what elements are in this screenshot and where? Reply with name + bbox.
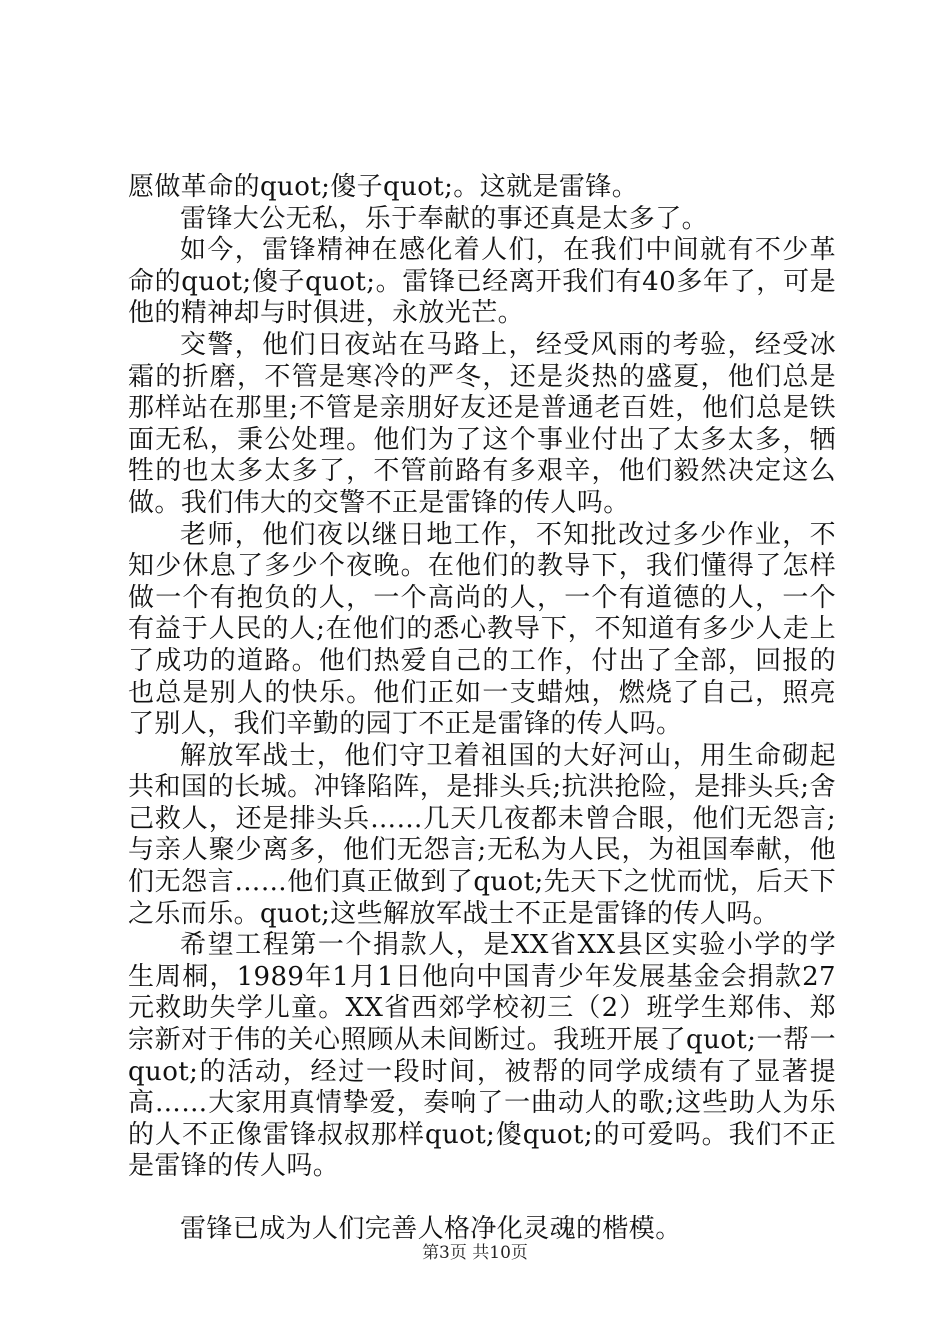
paragraph-continuation: 愿做革命的quot;傻子quot;。这就是雷锋。 [128,172,639,202]
paragraph-teachers: 老师，他们夜以继日地工作，不知批改过多少作业，不知少休息了多少个夜晚。在他们的教导下，我们懂得了怎样做一个有抱负的人，一个高尚的人，一个有道德的人，一个有益于人民的人;在他们的悉心教导下，不知道有多少人走上了成功的道路。他们热爱自己的工作，付出了全部，回报的也总是别人的快乐。他们正如一支蜡烛，燃烧了自己，照亮了别人，我们辛勤的园丁不正是雷锋的传人吗。 [128,519,836,740]
page-number-footer: 第3页 共10页 [422,1243,528,1263]
paragraph-spirit: 如今，雷锋精神在感化着人们，在我们中间就有不少革命的quot;傻子quot;。雷锋已经离开我们有40多年了，可是他的精神却与时俱进，永放光芒。 [128,235,836,329]
paragraph-soldiers: 解放军战士，他们守卫着祖国的大好河山，用生命砌起共和国的长城。冲锋陷阵，是排头兵;抗洪抢险，是排头兵;舍己救人，还是排头兵……几天几夜都未曾合眼，他们无怨言;与亲人聚少离多，他们无怨言;无私为人民，为祖国奉献，他们无怨言……他们真正做到了quot;先天下之忧而忧，后天下之乐而乐。quot;这些解放军战士不正是雷锋的传人吗。 [128,740,836,929]
document-body [128,172,836,1246]
paragraph-selfless: 雷锋大公无私，乐于奉献的事还真是太多了。 [180,203,709,234]
paragraph-traffic-police: 交警，他们日夜站在马路上，经受风雨的考验，经受冰霜的折磨，不管是寒冷的严冬，还是炎热的盛夏，他们总是那样站在那里;不管是亲朋好友还是普通老百姓，他们总是铁面无私，秉公处理。他们为了这个事业付出了太多太多，牺牲的也太多太多了，不管前路有多艰辛，他们毅然决定这么做。我们伟大的交警不正是雷锋的传人吗。 [128,329,836,518]
paragraph-hope-project: 希望工程第一个捐款人，是XX省XX县区实验小学的学生周桐，1989年1月1日他向中国青少年发展基金会捐款27元救助失学儿童。XX省西郊学校初三（2）班学生郑伟、郑宗新对于伟的关心照顾从未间断过。我班开展了quot;一帮一quot;的活动，经过一段时间，被帮的同学成绩有了显著提高……大家用真情挚爱，奏响了一曲动人的歌;这些助人为乐的人不正像雷锋叔叔那样quot;傻quot;的可爱吗。我们不正是雷锋的传人吗。 [128,930,836,1182]
paragraph-closing: 雷锋已成为人们完善人格净化灵魂的楷模。 [180,1214,682,1244]
